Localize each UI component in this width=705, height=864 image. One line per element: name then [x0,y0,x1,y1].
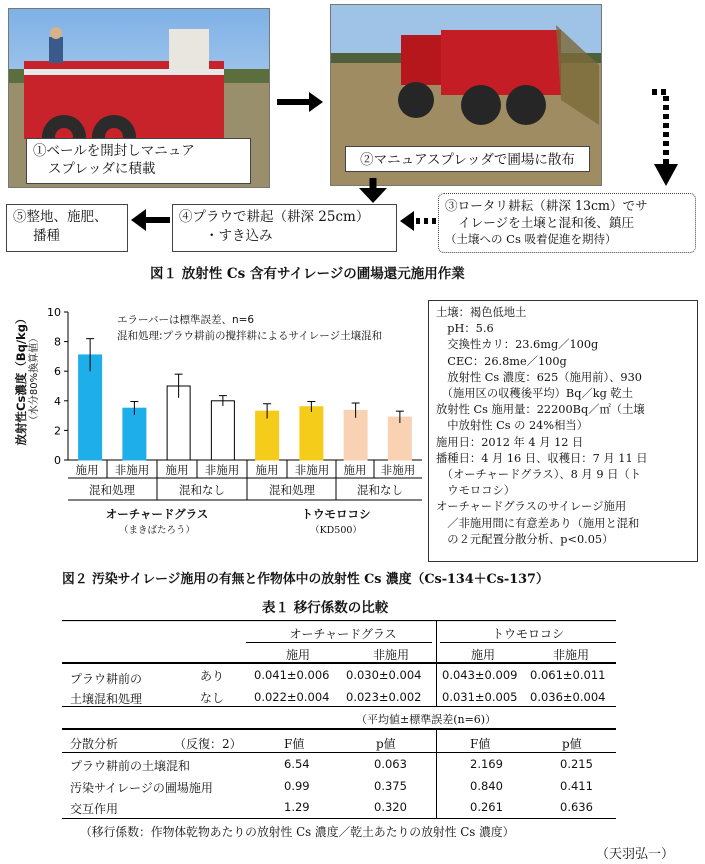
table-footnote: （移行係数：作物体乾物あたりの放射性 Cs 濃度／乾土あたりの放射性 Cs 濃度） [80,825,515,839]
step4-caption: ④プラウで耕起（耕深 25cm） ・すき込み [172,204,397,252]
cat-noapply-1: 非施用 [114,463,150,477]
table-header-crop1: オーチャードグラス [289,627,397,641]
anova-row3-p1: 0.320 [374,800,407,814]
category-separators [68,460,424,520]
arrow-down-icon [355,178,391,204]
arrow-right-icon [275,90,325,114]
anova-head-p1: p値 [376,737,396,751]
cell-yes-3: 0.043±0.009 [442,668,518,682]
y-tick-label: 8 [54,335,61,349]
treatment-corn-nomix: 混和なし [357,483,403,497]
chart-note-error: エラーバーは標準誤差、n=6 [117,314,255,326]
anova-row3-f2: 0.261 [470,800,503,814]
cell-no-2: 0.023±0.002 [346,690,422,704]
anova-row2-label: 汚染サイレージの圃場施用 [70,781,213,795]
anova-row2-p1: 0.375 [374,779,407,793]
table-sub-noapply-2: 非施用 [552,648,589,662]
group-corn: トウモロコシ [301,507,371,521]
bar [123,408,146,460]
table-sub-apply-1: 施用 [285,648,310,662]
step2-caption: ②マニュアスプレッダで圃場に散布 [345,146,590,172]
cell-no-3: 0.031±0.005 [442,690,518,704]
cat-noapply-4: 非施用 [380,463,416,477]
author: （天羽弘一） [596,847,675,862]
cat-noapply-2: 非施用 [204,463,240,477]
anova-row3-label: 交互作用 [70,802,119,816]
bar [344,410,367,460]
cat-apply-2: 施用 [165,463,189,477]
anova-row1-f1: 6.54 [284,757,310,771]
row-header-mix: プラウ耕前の 土壌混和処理 [70,672,143,706]
row-label-yes: あり [200,669,225,683]
anova-head-p2: p値 [562,737,582,751]
y-tick-label: 2 [54,424,61,438]
anova-row1-p2: 0.215 [560,757,593,771]
anova-head-f2: F値 [470,737,491,751]
cat-apply-3: 施用 [255,463,279,477]
table1-title: 表１ 移行係数の比較 [262,600,389,616]
chart-note-mix: 混和処理:プラウ耕前の攪拌耕によるサイレージ土壌混和 [117,330,383,342]
anova-head-f1: F値 [284,737,305,751]
table-sub-noapply-1: 非施用 [372,648,409,662]
arrow-down-dotted-icon [648,88,684,194]
arrow-left-dotted-icon [398,209,438,233]
anova-head-rep: （反復：2） [174,737,242,751]
treatment-og-nomix: 混和なし [179,483,225,497]
bar [388,417,411,460]
step3-caption: ③ロータリ耕耘（耕深 13cm）でサ イレージを土壌と混和後、鎮圧 （土壌への Cs 吸着促進を期待） [438,193,696,253]
table-sub-apply-2: 施用 [470,648,495,662]
table-header-crop2: トウモロコシ [491,627,564,641]
figure2-title: 図２ 汚染サイレージ施用の有無と作物体中の放射性 Cs 濃度（Cs-134＋Cs-137） [62,572,549,587]
anova-head-label: 分散分析 [70,737,119,751]
anova-row2-f1: 0.99 [284,779,310,793]
cell-no-1: 0.022±0.004 [254,690,330,704]
treatment-og-mix: 混和処理 [89,483,135,497]
cat-noapply-3: 非施用 [294,463,330,477]
row-label-no: なし [200,691,225,705]
anova-row1-label: プラウ耕前の土壌混和 [70,759,191,773]
y-tick-label: 0 [54,454,61,465]
anova-row1-f2: 2.169 [470,757,503,771]
y-tick-label: 4 [54,394,61,408]
anova-row1-p1: 0.063 [374,757,407,771]
arrow-left-icon [130,208,172,232]
bar [300,407,323,460]
bar [211,401,234,460]
y-axis-label: 放射性Cs濃度（Bq/kg） （水分80%換算値） [14,312,40,446]
cat-apply-4: 施用 [343,463,367,477]
treatment-corn-mix: 混和処理 [269,483,315,497]
anova-row2-f2: 0.840 [470,779,503,793]
table-note: （平均値±標準誤差(n=6)） [356,713,497,726]
y-tick-label: 6 [54,365,61,379]
group-orchardgrass-variety: （まきばたろう） [118,525,195,536]
cat-apply-1: 施用 [75,463,99,477]
cell-yes-2: 0.030±0.004 [346,668,422,682]
cell-no-4: 0.036±0.004 [530,690,606,704]
group-orchardgrass: オーチャードグラス [105,507,209,521]
y-tick-label: 10 [47,306,61,319]
anova-row3-p2: 0.636 [560,800,593,814]
experiment-conditions-box: 土壌：褐色低地土 pH：5.6 交換性カリ：23.6mg／100g CEC：26.8me／100g 放射性 Cs 濃度：625（施用前）、930 （施用区の収穫後平均）Bq／kg 乾土 放射性 Cs 施用量：22200Bq／㎡（土壌 中放射性 Cs の 24%相当） 施用日：2012 年 4 月 12 日 播種日：4 月 16 日、収穫日：7 月 11 日 （オーチャードグラス）、8 月 9 日（ト ウモロコシ） オーチャードグラスのサイレージ施用 ／非施用間に有意差あり（施用と混和 の２元配置分散分析、p<0.05） [428,300,698,562]
anova-row3-f1: 1.29 [284,800,310,814]
anova-row2-p2: 0.411 [560,779,593,793]
step1-caption: ①ベールを開封しマニュア スプレッダに積載 [26,138,251,184]
group-corn-variety: （KD500） [310,525,362,536]
figure1-title: 図１ 放射性 Cs 含有サイレージの圃場還元施用作業 [150,266,465,282]
step5-caption: ⑤整地、施肥、 播種 [6,204,128,252]
cell-yes-4: 0.061±0.011 [530,668,606,682]
cell-yes-1: 0.041±0.006 [254,668,330,682]
